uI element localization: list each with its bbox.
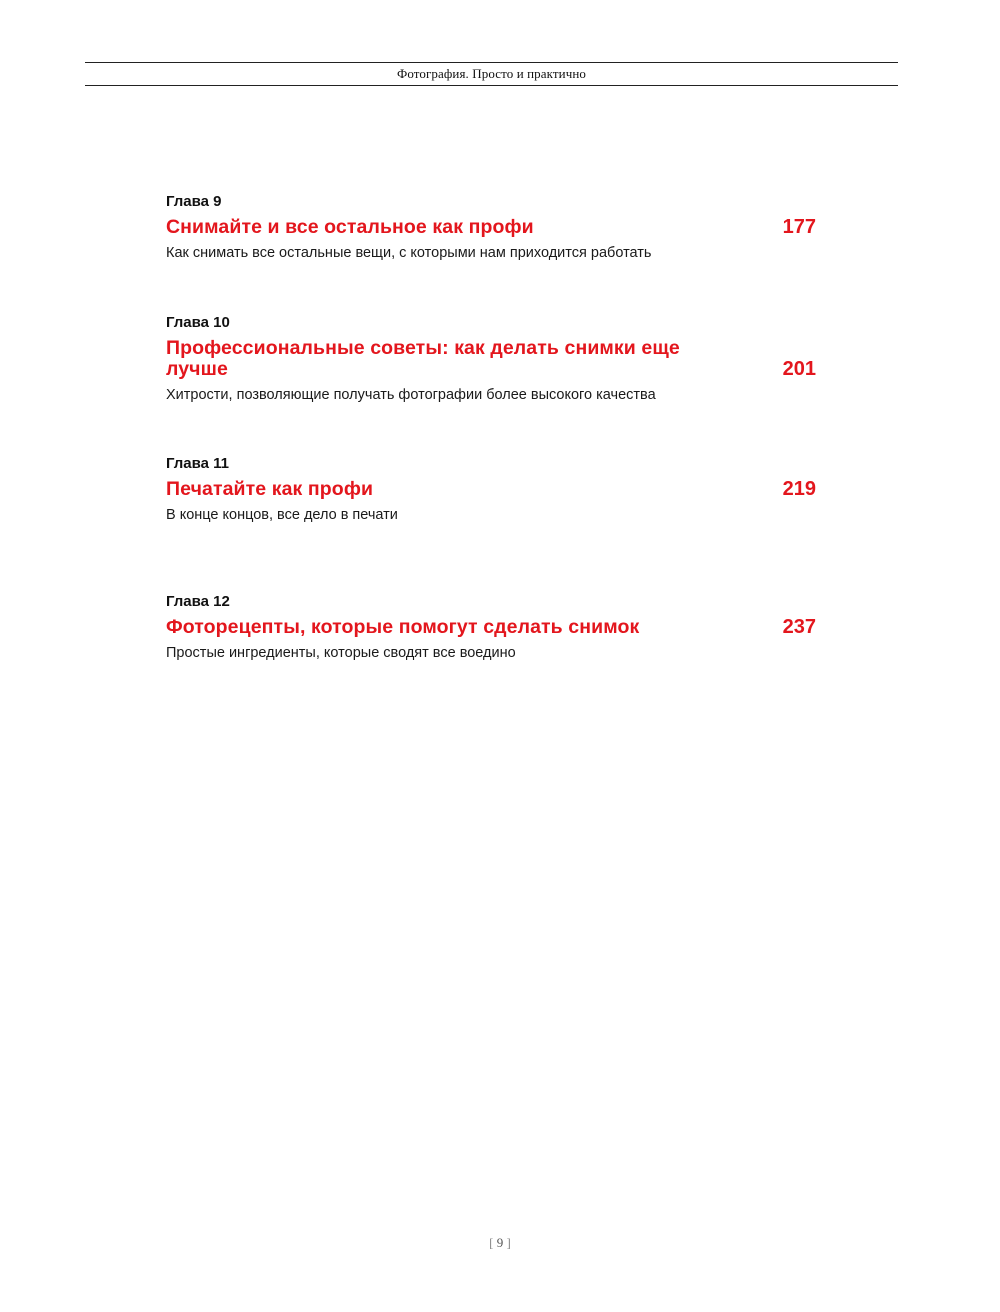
chapter-page-number[interactable]: 201 [782, 358, 816, 380]
chapter-title[interactable]: Снимайте и все остальное как профи [166, 216, 534, 238]
chapter-label: Глава 9 [166, 193, 222, 210]
running-header-title: Фотография. Просто и практично [396, 66, 587, 81]
page-number-bracket-open: [ [489, 1235, 494, 1250]
toc-entry-chapter-9[interactable] [166, 193, 816, 262]
chapter-title[interactable]: Профессиональные советы: как делать снимки еще лучше [166, 337, 680, 380]
chapter-title-row [166, 479, 816, 500]
running-header [85, 62, 898, 86]
toc-entry-chapter-11[interactable] [166, 455, 816, 524]
page-number [0, 1235, 1000, 1251]
chapter-page-number[interactable]: 177 [782, 216, 816, 238]
chapter-page-number[interactable]: 219 [782, 478, 816, 500]
toc-entry-chapter-12[interactable] [166, 593, 816, 662]
chapter-title[interactable]: Фоторецепты, которые помогут сделать снимок [166, 616, 640, 638]
chapter-page-number[interactable]: 237 [782, 616, 816, 638]
page-number-bracket-close: ] [506, 1235, 511, 1250]
page-number-value: 9 [496, 1235, 504, 1250]
chapter-description: Простые ингредиенты, которые сводят все воедино [166, 645, 516, 661]
chapter-description: В конце концов, все дело в печати [166, 507, 398, 523]
chapter-label: Глава 10 [166, 314, 230, 331]
chapter-title-row [166, 217, 816, 238]
toc-entry-chapter-10[interactable] [166, 314, 816, 404]
chapter-description: Хитрости, позволяющие получать фотографии более высокого качества [166, 387, 656, 403]
chapter-description: Как снимать все остальные вещи, с которыми нам приходится работать [166, 245, 652, 261]
chapter-label: Глава 12 [166, 593, 230, 610]
chapter-title[interactable]: Печатайте как профи [166, 478, 374, 500]
chapter-title-row [166, 617, 816, 638]
chapter-label: Глава 11 [166, 455, 230, 472]
chapter-title-row [166, 338, 816, 380]
